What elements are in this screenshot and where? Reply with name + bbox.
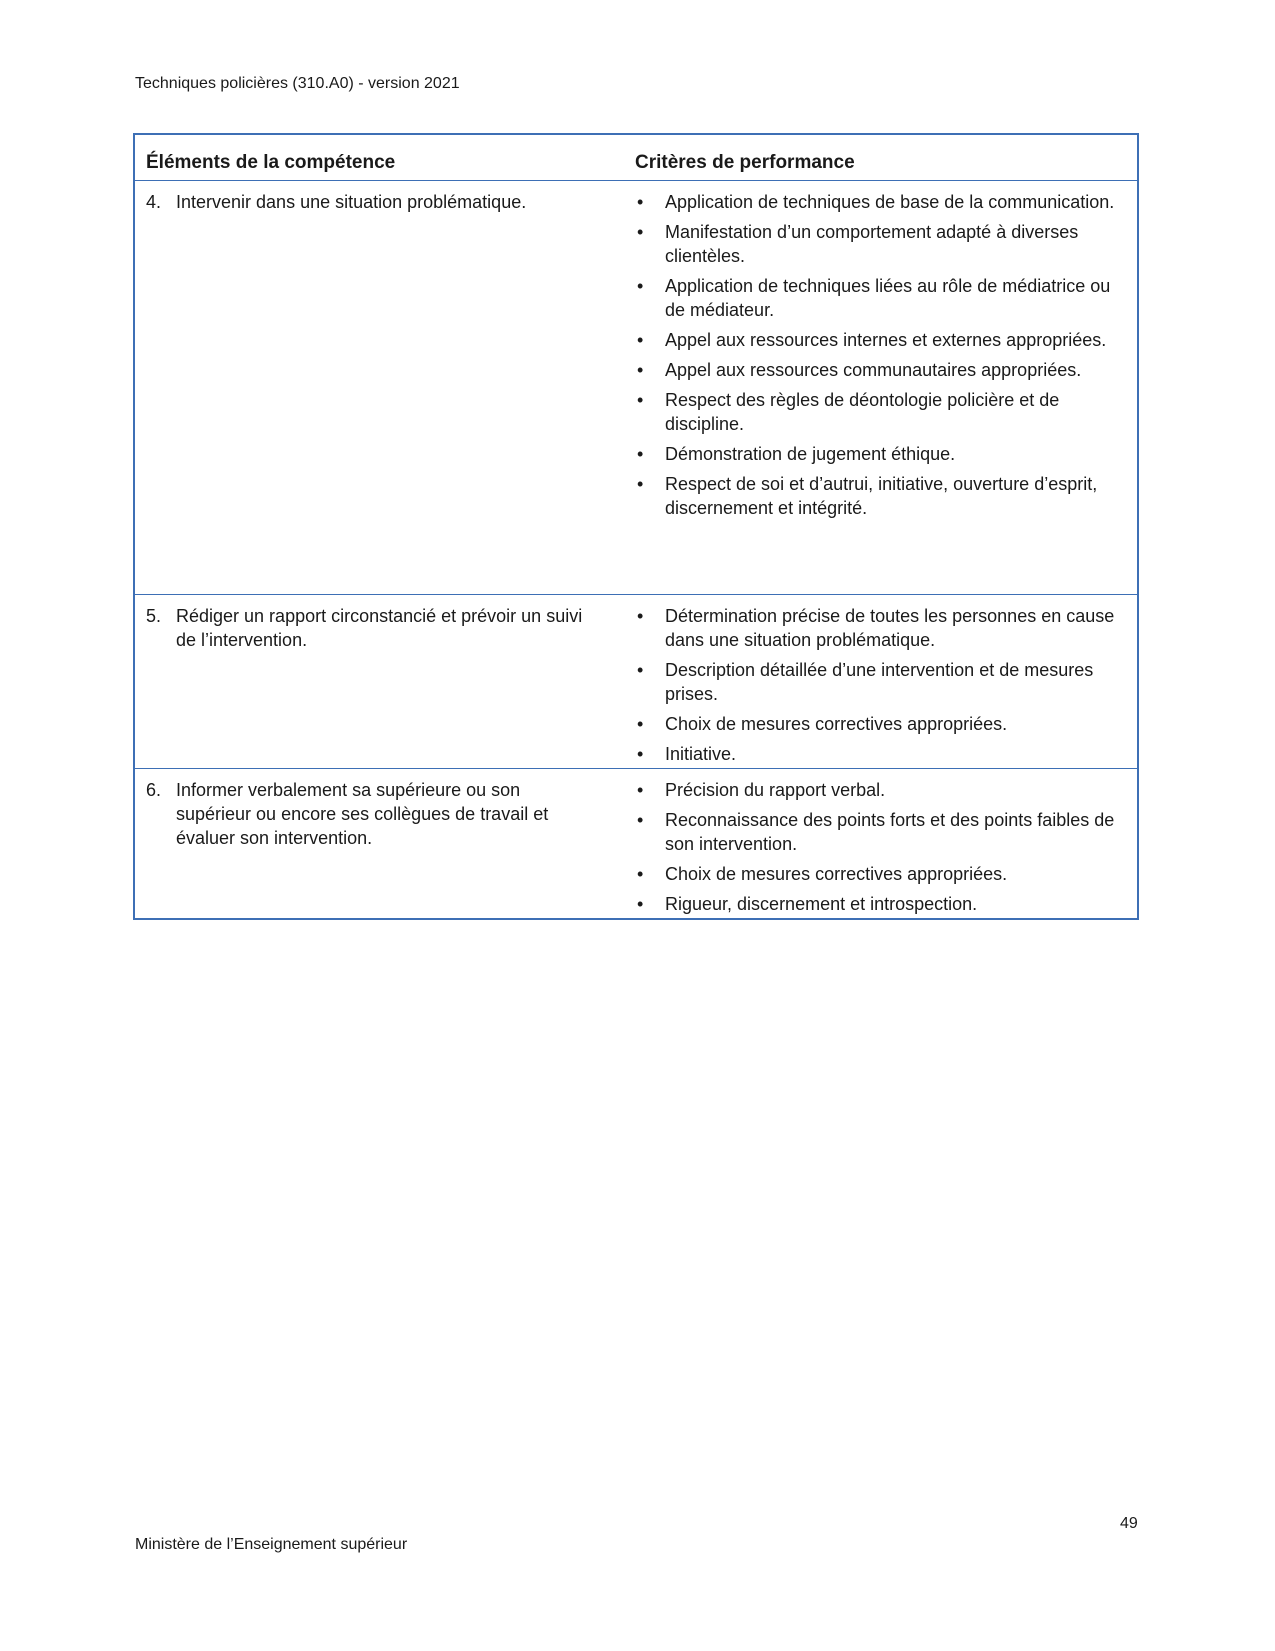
list-item: [635, 604, 1129, 652]
criterion-text: Démonstration de jugement éthique.: [665, 444, 956, 464]
footer-ministry: Ministère de l’Enseignement supérieur: [135, 1536, 408, 1553]
column-header-criteria: Critères de performance: [635, 152, 855, 173]
criteria-cell: [635, 778, 1135, 918]
list-item: [635, 388, 1129, 436]
element-text: Intervenir dans une situation problématique.: [176, 192, 527, 212]
bullet-icon: •: [637, 276, 644, 296]
bullet-icon: •: [637, 360, 644, 380]
list-item: [635, 358, 1129, 382]
bullet-icon: •: [637, 864, 644, 884]
competence-element: [146, 190, 595, 214]
criterion-text: Choix de mesures correctives appropriées.: [665, 864, 1008, 884]
bullet-icon: •: [637, 606, 644, 626]
element-text: Informer verbalement sa supérieure ou son supérieur ou encore ses collègues de travail et évaluer son intervention.: [176, 780, 549, 848]
bullet-icon: •: [637, 444, 644, 464]
bullet-icon: •: [637, 780, 644, 800]
criteria-list: [635, 190, 1129, 520]
criterion-text: Appel aux ressources internes et externes appropriées.: [665, 330, 1107, 350]
list-item: [635, 808, 1129, 856]
criterion-text: Choix de mesures correctives appropriées.: [665, 714, 1008, 734]
bullet-icon: •: [637, 474, 644, 494]
bullet-icon: •: [637, 390, 644, 410]
criteria-cell: [635, 604, 1135, 768]
list-item: [635, 862, 1129, 886]
list-item: [635, 742, 1129, 766]
criterion-text: Respect des règles de déontologie policière et de discipline.: [665, 390, 1060, 434]
criterion-text: Détermination précise de toutes les personnes en cause dans une situation problématique.: [665, 606, 1115, 650]
competence-table: [133, 133, 1139, 920]
bullet-icon: •: [637, 744, 644, 764]
criterion-text: Application de techniques de base de la communication.: [665, 192, 1115, 212]
criterion-text: Description détaillée d’une intervention et de mesures prises.: [665, 660, 1094, 704]
list-item: [635, 442, 1129, 466]
criterion-text: Reconnaissance des points forts et des points faibles de son intervention.: [665, 810, 1115, 854]
criterion-text: Appel aux ressources communautaires appropriées.: [665, 360, 1082, 380]
table-header-row: [135, 135, 1137, 181]
bullet-icon: •: [637, 192, 644, 212]
table-row: [135, 594, 1137, 768]
criteria-cell: [635, 190, 1135, 594]
list-item: [635, 892, 1129, 916]
element-cell: [135, 190, 635, 594]
list-item: [635, 328, 1129, 352]
list-item: [635, 658, 1129, 706]
page-number: 49: [1120, 1515, 1138, 1532]
document-header: Techniques policières (310.A0) - version 2021: [135, 75, 460, 92]
bullet-icon: •: [637, 894, 644, 914]
criterion-text: Respect de soi et d’autrui, initiative, ouverture d’esprit, discernement et intégrité.: [665, 474, 1098, 518]
element-cell: [135, 778, 635, 918]
criterion-text: Manifestation d’un comportement adapté à diverses clientèles.: [665, 222, 1079, 266]
list-item: [635, 712, 1129, 736]
list-item: [635, 274, 1129, 322]
criterion-text: Application de techniques liées au rôle de médiatrice ou de médiateur.: [665, 276, 1111, 320]
competence-element: [146, 778, 595, 850]
table-row: [135, 768, 1137, 918]
bullet-icon: •: [637, 222, 644, 242]
criteria-list: [635, 778, 1129, 916]
bullet-icon: •: [637, 660, 644, 680]
criterion-text: Initiative.: [665, 744, 737, 764]
list-item: [635, 220, 1129, 268]
list-item: [635, 778, 1129, 802]
element-number: 4.: [146, 192, 162, 212]
criterion-text: Rigueur, discernement et introspection.: [665, 894, 978, 914]
column-header-elements: Éléments de la compétence: [146, 152, 396, 173]
element-number: 5.: [146, 606, 162, 626]
bullet-icon: •: [637, 714, 644, 734]
competence-element: [146, 604, 595, 652]
element-cell: [135, 604, 635, 768]
element-text: Rédiger un rapport circonstancié et prévoir un suivi de l’intervention.: [176, 606, 583, 650]
bullet-icon: •: [637, 330, 644, 350]
list-item: [635, 472, 1129, 520]
criteria-list: [635, 604, 1129, 766]
criterion-text: Précision du rapport verbal.: [665, 780, 886, 800]
element-number: 6.: [146, 780, 162, 800]
table-row: [135, 181, 1137, 594]
list-item: [635, 190, 1129, 214]
bullet-icon: •: [637, 810, 644, 830]
